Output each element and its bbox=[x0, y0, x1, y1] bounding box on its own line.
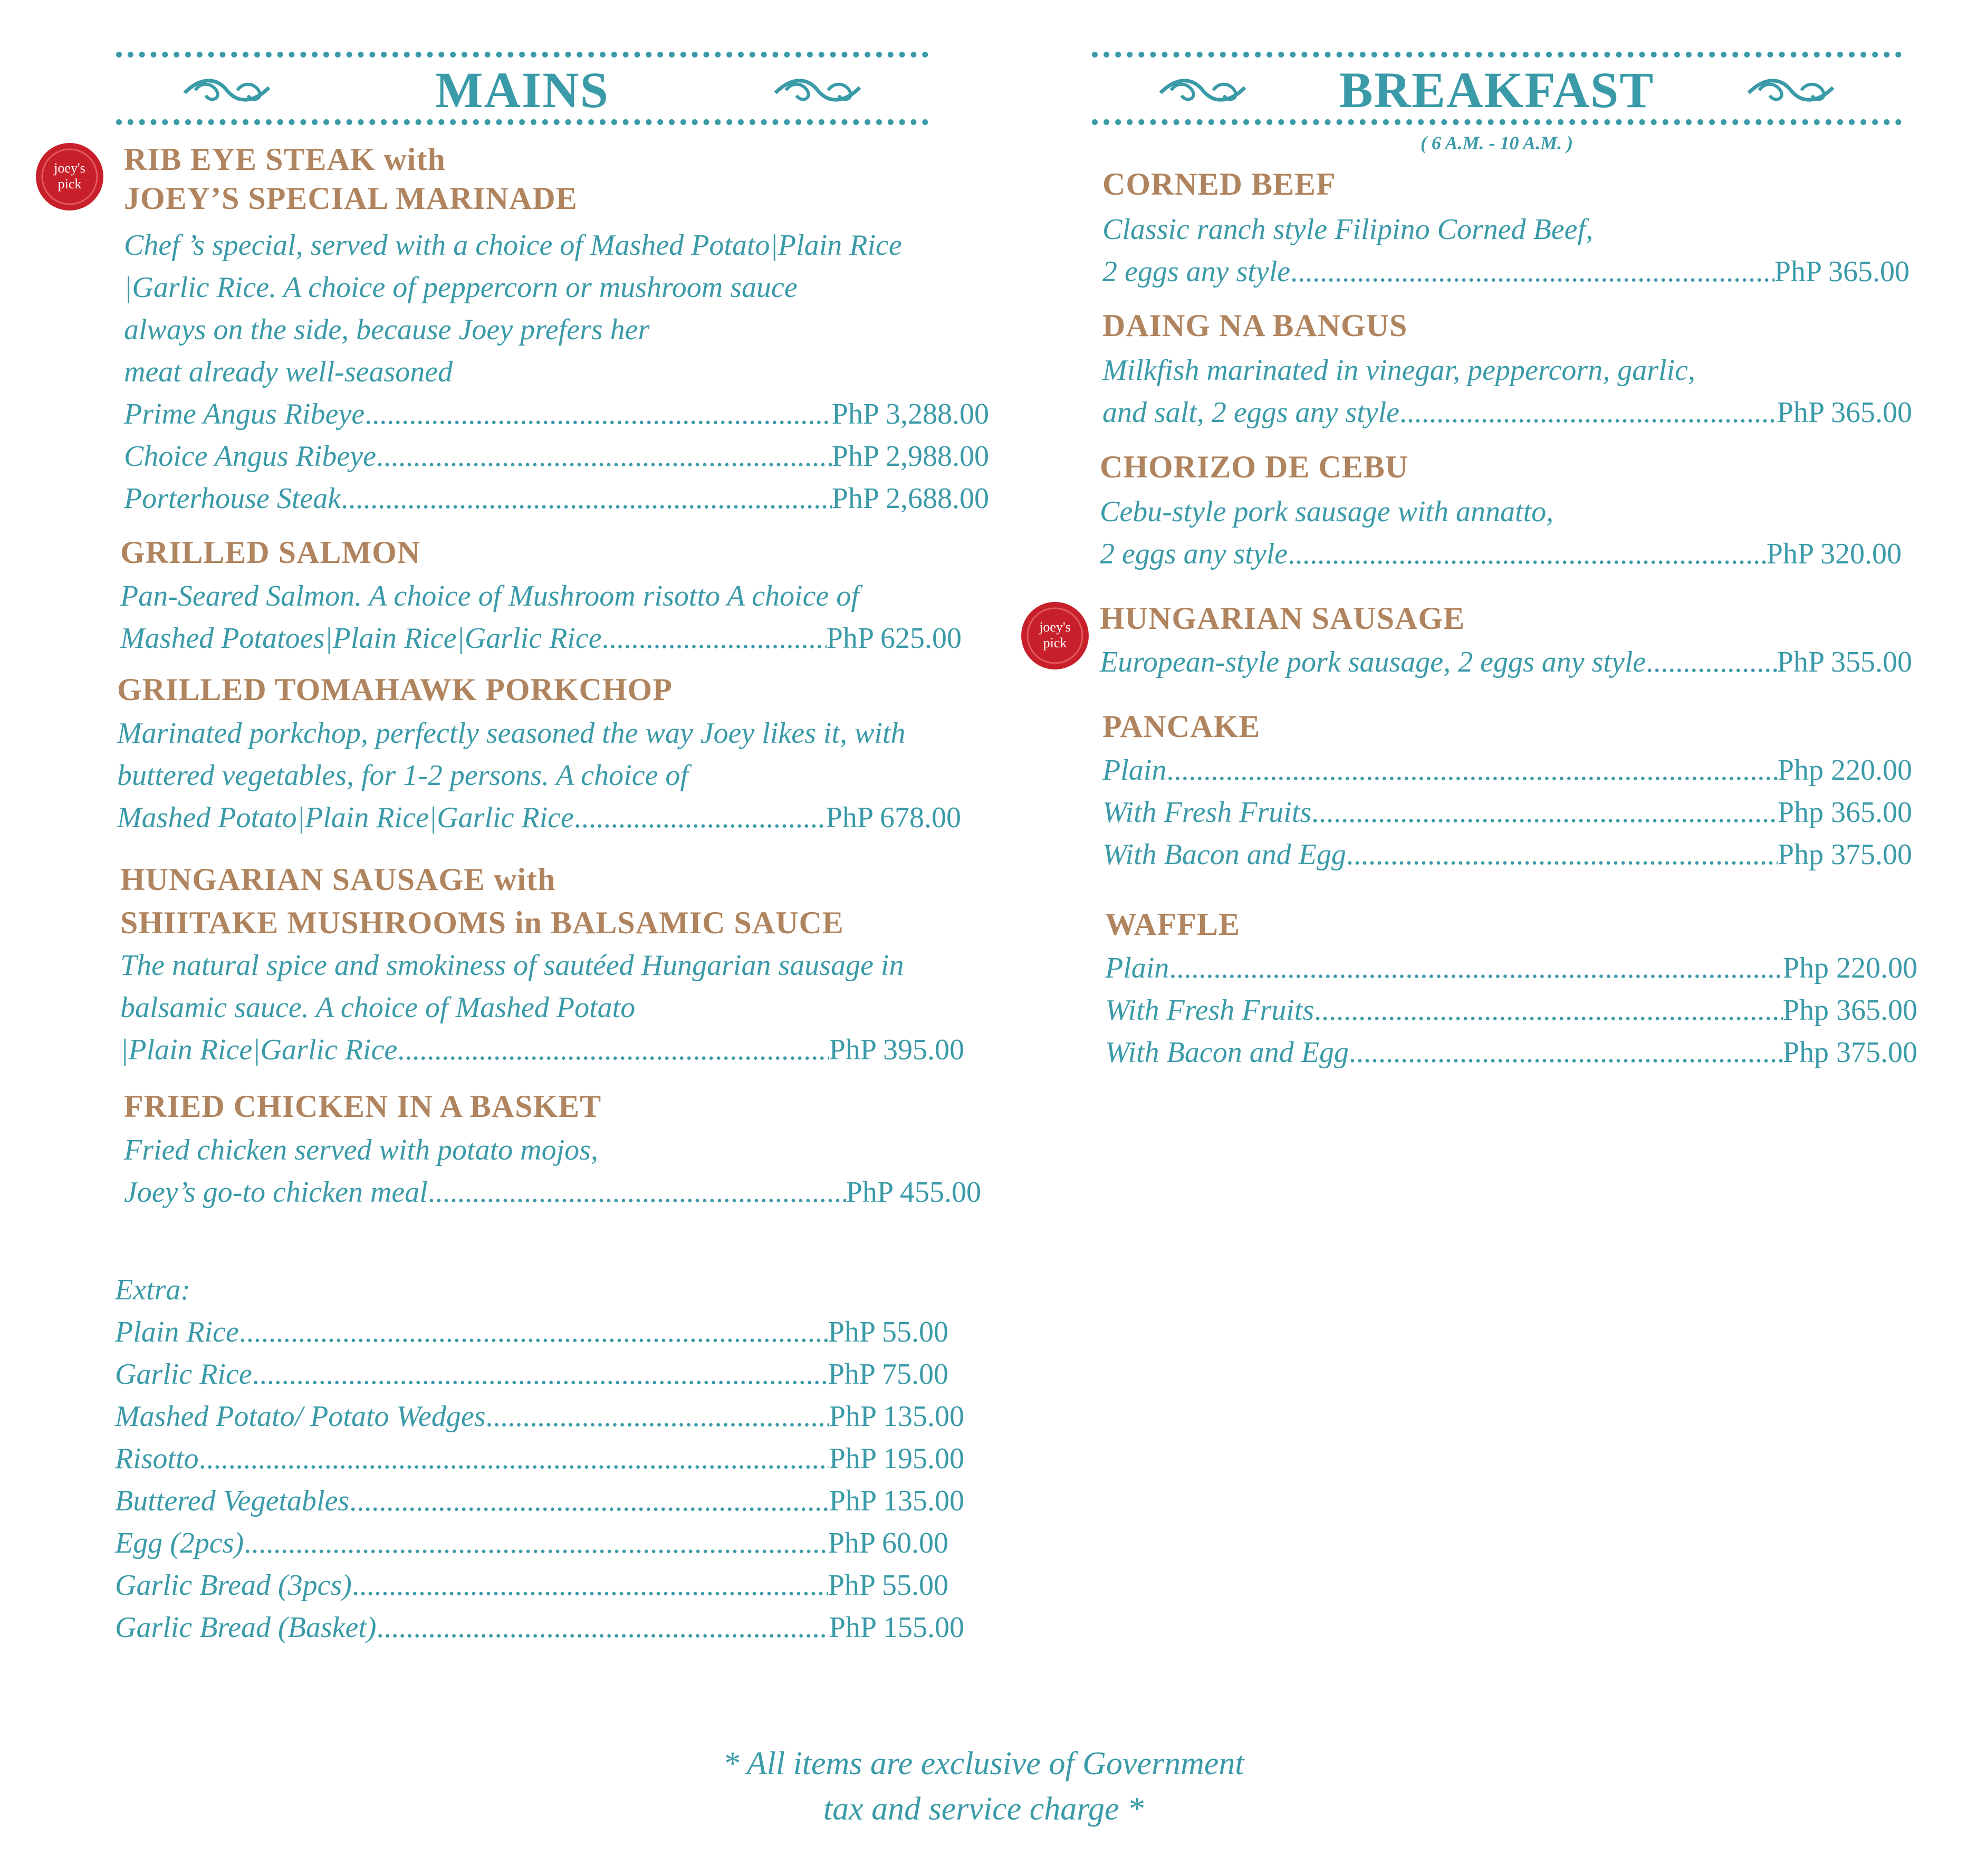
breakfast-hours: ( 6 A.M. - 10 A.M. ) bbox=[1420, 132, 1573, 154]
dotted-rule bbox=[116, 119, 928, 125]
price-row: With Fresh Fruits ..... Php 365.00 bbox=[1102, 791, 1912, 834]
price-row: Mashed Potato|Plain Rice|Garlic Rice ..... PhP 678.00 bbox=[117, 797, 961, 839]
price-row: Choice Angus Ribeye ..... PhP 2,988.00 bbox=[124, 435, 989, 477]
menu-item-title: GRILLED SALMON bbox=[120, 535, 421, 570]
mains-header bbox=[116, 52, 928, 136]
breakfast-title: BREAKFAST bbox=[1339, 62, 1655, 118]
mains-title: MAINS bbox=[435, 62, 609, 118]
menu-item-description: Cebu-style pork sausage with annatto, bbox=[1100, 495, 1554, 528]
extra-row: Garlic Rice ..... PhP 75.00 bbox=[115, 1353, 948, 1395]
price-row: Plain ..... Php 220.00 bbox=[1105, 947, 1917, 989]
flourish-icon bbox=[770, 72, 865, 109]
badge-text: pick bbox=[57, 176, 82, 192]
price-row: Prime Angus Ribeye ..... PhP 3,288.00 bbox=[124, 393, 989, 435]
dotted-rule bbox=[1092, 52, 1902, 58]
badge-text: joey's bbox=[1039, 619, 1071, 635]
breakfast-header bbox=[1092, 52, 1902, 136]
badge-text: pick bbox=[1043, 635, 1067, 650]
menu-item-title: RIB EYE STEAK with JOEY’S SPECIAL MARINADE bbox=[124, 142, 578, 216]
badge-text: joey's bbox=[54, 160, 85, 176]
price-row: and salt, 2 eggs any style ..... PhP 365.00 bbox=[1102, 391, 1912, 434]
menu-item-description: Marinated porkchop, perfectly seasoned the way Joey likes it, with buttered vegetables, for 1-2 persons. A choice of bbox=[117, 717, 906, 792]
price-row: Joey’s go-to chicken meal ..... PhP 455.00 bbox=[124, 1171, 981, 1213]
price-row: With Fresh Fruits ..... Php 365.00 bbox=[1105, 989, 1917, 1031]
menu-item-title: HUNGARIAN SAUSAGE bbox=[1100, 601, 1465, 636]
menu-item-title: DAING NA BANGUS bbox=[1102, 308, 1408, 343]
menu-item-title: FRIED CHICKEN IN A BASKET bbox=[124, 1089, 602, 1124]
menu-item-description: Fried chicken served with potato mojos, bbox=[124, 1134, 598, 1166]
extra-row: Egg (2pcs) ..... PhP 60.00 bbox=[115, 1522, 948, 1564]
menu-item-description: Chef ’s special, served with a choice of Mashed Potato|Plain Rice |Garlic Rice. A choice of peppercorn or mushroom sauce always on the side, because Joey prefers her meat already well-seasoned bbox=[124, 229, 902, 388]
price-row: With Bacon and Egg ..... Php 375.00 bbox=[1105, 1031, 1917, 1074]
menu-item-title: HUNGARIAN SAUSAGE with SHIITAKE MUSHROOMS in BALSAMIC SAUCE bbox=[120, 862, 844, 940]
price-row: Mashed Potatoes|Plain Rice|Garlic Rice ..... PhP 625.00 bbox=[120, 617, 962, 659]
extra-row: Plain Rice ..... PhP 55.00 bbox=[115, 1311, 948, 1353]
dotted-rule bbox=[116, 52, 928, 58]
disclaimer-line: * All items are exclusive of Government bbox=[723, 1746, 1244, 1782]
tax-disclaimer bbox=[0, 1741, 1967, 1832]
menu-item-title: PANCAKE bbox=[1102, 709, 1261, 744]
menu-item-title: GRILLED TOMAHAWK PORKCHOP bbox=[117, 672, 673, 707]
extras-heading: Extra: bbox=[115, 1274, 191, 1306]
flourish-icon bbox=[1743, 72, 1838, 109]
extra-row: Garlic Bread (Basket) ..... PhP 155.00 bbox=[115, 1606, 964, 1649]
price-row: |Plain Rice|Garlic Rice ..... PhP 395.00 bbox=[120, 1029, 964, 1071]
disclaimer-line: tax and service charge * bbox=[823, 1791, 1144, 1827]
menu-item-description: The natural spice and smokiness of sautéed Hungarian sausage in balsamic sauce. A choice of Mashed Potato bbox=[120, 949, 904, 1024]
joeys-pick-badge-icon bbox=[1018, 599, 1092, 673]
joeys-pick-badge-icon bbox=[33, 140, 107, 214]
price-row: European-style pork sausage, 2 eggs any style ..... PhP 355.00 bbox=[1100, 641, 1912, 683]
price-row: 2 eggs any style ..... PhP 365.00 bbox=[1102, 251, 1910, 293]
menu-item-description: Pan-Seared Salmon. A choice of Mushroom risotto A choice of bbox=[120, 580, 859, 612]
menu-item-title: WAFFLE bbox=[1105, 907, 1241, 942]
dotted-rule bbox=[1092, 119, 1902, 125]
menu-item-description: Classic ranch style Filipino Corned Beef, bbox=[1102, 213, 1594, 246]
menu-item-description: Milkfish marinated in vinegar, peppercorn, garlic, bbox=[1102, 354, 1695, 387]
menu-item-title: CHORIZO DE CEBU bbox=[1100, 449, 1409, 484]
price-row: Porterhouse Steak ..... PhP 2,688.00 bbox=[124, 477, 989, 520]
extra-row: Buttered Vegetables ..... PhP 135.00 bbox=[115, 1480, 964, 1522]
price-row: 2 eggs any style ..... PhP 320.00 bbox=[1100, 533, 1902, 575]
price-row: Plain ..... Php 220.00 bbox=[1102, 749, 1912, 791]
extra-row: Risotto ..... PhP 195.00 bbox=[115, 1438, 964, 1480]
extra-row: Mashed Potato/ Potato Wedges ..... PhP 135.00 bbox=[115, 1395, 964, 1438]
extra-row: Garlic Bread (3pcs) ..... PhP 55.00 bbox=[115, 1564, 948, 1606]
price-row: With Bacon and Egg ..... Php 375.00 bbox=[1102, 834, 1912, 876]
menu-item-title: CORNED BEEF bbox=[1102, 167, 1336, 202]
